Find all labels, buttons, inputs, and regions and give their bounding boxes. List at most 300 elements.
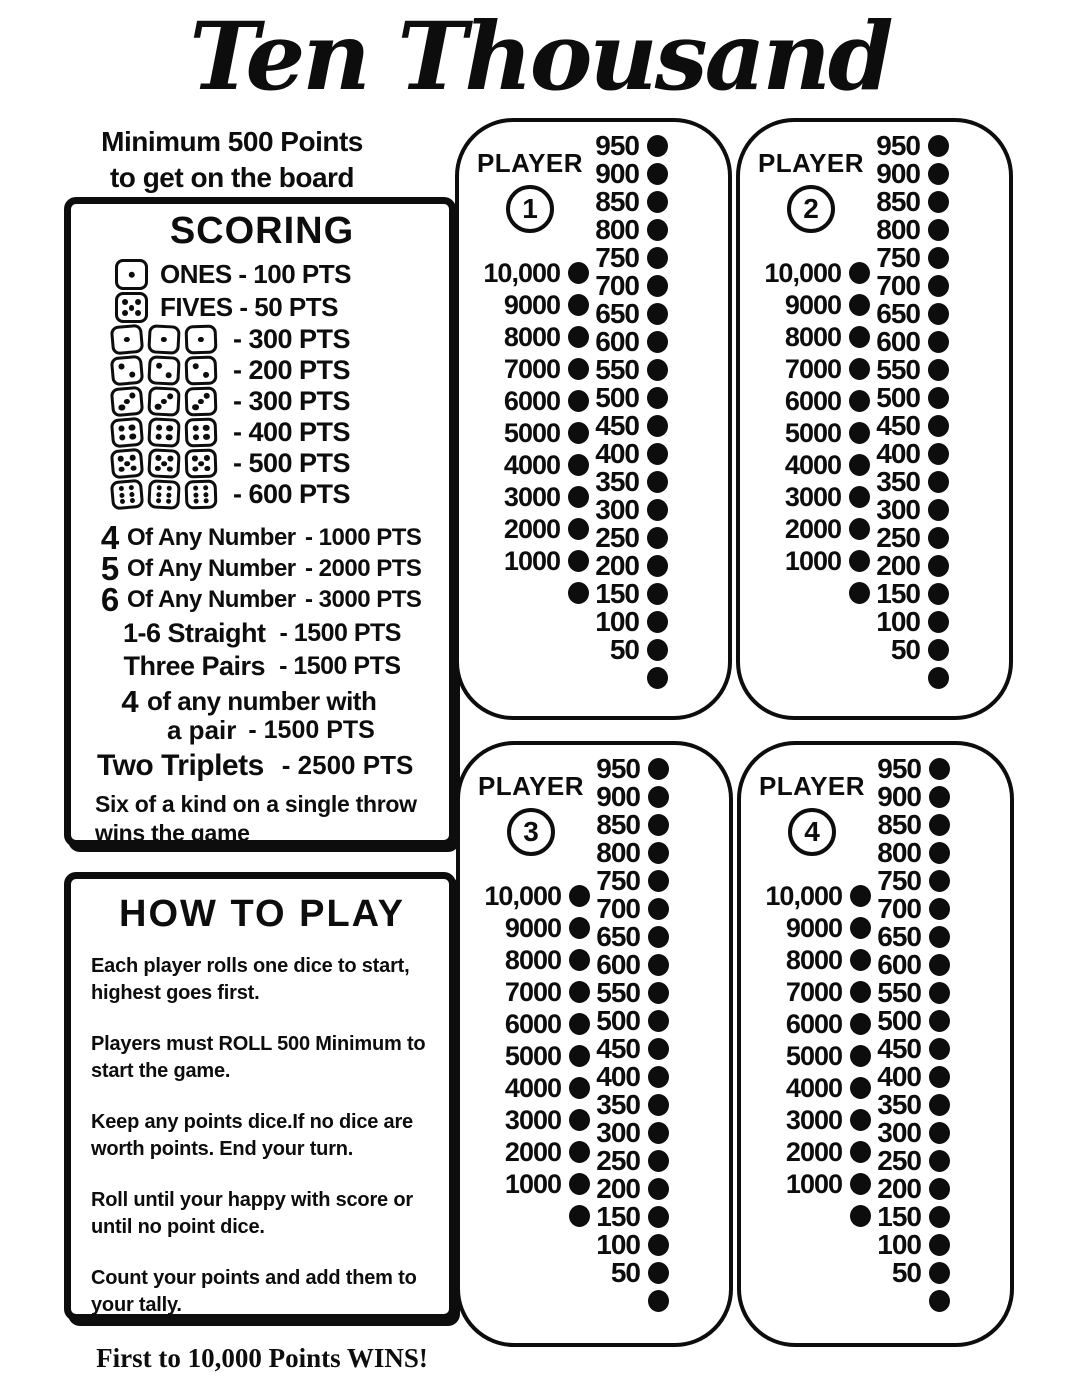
dot-icon: [648, 842, 669, 864]
die-icon: [110, 448, 144, 480]
score-row: [472, 976, 590, 1008]
triple-die-score-row: [111, 324, 435, 355]
dot-icon: [648, 1234, 669, 1256]
score-row: [471, 417, 589, 449]
score-value: 550: [876, 354, 920, 385]
single-die-score-row: [115, 258, 435, 291]
score-row: [589, 160, 714, 188]
dot-icon: [569, 981, 590, 1003]
score-row: [753, 1040, 871, 1072]
score-row: [870, 216, 995, 244]
dice-group: [111, 418, 217, 447]
score-row: [871, 1203, 996, 1231]
score-row: [752, 257, 870, 289]
score-value: 300: [595, 494, 639, 525]
dot-icon: [850, 1141, 871, 1163]
score-row: [753, 1168, 871, 1200]
dot-icon: [648, 898, 669, 920]
score-row: [870, 244, 995, 272]
dot-icon: [647, 303, 668, 325]
dot-icon: [929, 954, 950, 976]
score-value: 5000: [503, 417, 560, 448]
score-value: 5000: [785, 1040, 842, 1071]
rule-paragraph: Keep any points dice.If no dice are worth points. End your turn.: [91, 1111, 413, 1160]
triple-die-score-row: [111, 417, 435, 448]
dot-icon: [929, 982, 950, 1004]
score-row: [871, 1259, 996, 1287]
dot-icon: [648, 1038, 669, 1060]
dot-icon: [647, 415, 668, 437]
score-value: 550: [596, 977, 640, 1008]
dot-icon: [849, 582, 870, 604]
score-value: 750: [877, 865, 921, 896]
single-die-score-label: ONES - 100 PTS: [160, 259, 351, 289]
score-value: 300: [876, 494, 920, 525]
player-header: [471, 148, 589, 233]
score-row: [589, 468, 714, 496]
three-pairs-row: [89, 652, 435, 681]
score-value: 500: [596, 1005, 640, 1036]
dice-group: [111, 387, 217, 416]
score-row: [589, 552, 714, 580]
score-value: 800: [595, 214, 639, 245]
score-row: [471, 513, 589, 545]
minimum-points-line1: Minimum 500 Points: [101, 126, 363, 157]
dot-icon: [569, 1109, 590, 1131]
score-value: 150: [595, 578, 639, 609]
score-value: 900: [877, 781, 921, 812]
score-row: [870, 440, 995, 468]
score-row: [590, 1175, 715, 1203]
dot-icon: [928, 415, 949, 437]
score-value: 900: [596, 781, 640, 812]
triple-die-score-row: [111, 448, 435, 479]
score-value: 8000: [785, 944, 842, 975]
two-triplets-label: Two Triplets: [97, 748, 264, 782]
four-with-pair-count: 4: [121, 683, 139, 719]
die-icon: [110, 479, 144, 511]
score-row: [590, 1203, 715, 1231]
score-row: [871, 839, 996, 867]
four-with-pair-row: [89, 683, 435, 745]
score-row: [870, 300, 995, 328]
player-4-score-panel: [737, 741, 1014, 1347]
score-value: 4000: [785, 1072, 842, 1103]
score-value: 500: [595, 382, 639, 413]
two-triplets-row: [97, 749, 435, 782]
dot-icon: [929, 1178, 950, 1200]
score-row: [870, 328, 995, 356]
of-any-label: Of Any Number: [127, 523, 296, 551]
score-value: 250: [877, 1145, 921, 1176]
dot-icon: [850, 885, 871, 907]
score-row: [589, 188, 714, 216]
dot-icon: [929, 870, 950, 892]
score-value: 100: [596, 1229, 640, 1260]
of-any-points: - 1000 PTS: [305, 523, 422, 551]
dot-icon: [569, 885, 590, 907]
score-row: [471, 257, 589, 289]
dot-icon: [928, 135, 949, 157]
how-to-play-rules: [91, 953, 433, 1343]
score-row: [871, 1091, 996, 1119]
score-value: 400: [876, 438, 920, 469]
score-row: [871, 1035, 996, 1063]
dot-icon: [929, 842, 950, 864]
score-row: [590, 839, 715, 867]
score-row: [590, 1007, 715, 1035]
die-icon: [115, 292, 148, 323]
dot-icon: [648, 1206, 669, 1228]
score-row: [870, 608, 995, 636]
score-value: 850: [596, 809, 640, 840]
dot-icon: [849, 326, 870, 348]
score-value: 150: [877, 1201, 921, 1232]
dot-icon: [849, 390, 870, 412]
of-any-count: 6: [100, 580, 120, 618]
score-row: [871, 867, 996, 895]
dot-icon: [647, 555, 668, 577]
dot-icon: [928, 583, 949, 605]
score-row: [753, 912, 871, 944]
dot-icon: [648, 926, 669, 948]
score-row: [589, 608, 714, 636]
dot-icon: [647, 191, 668, 213]
dot-icon: [648, 814, 669, 836]
single-die-score-label: FIVES - 50 PTS: [160, 292, 338, 322]
score-row: [472, 880, 590, 912]
triple-score-points: - 600 PTS: [233, 479, 351, 509]
dot-icon: [647, 135, 668, 157]
dot-icon: [569, 1077, 590, 1099]
score-row: [752, 481, 870, 513]
six-of-a-kind-note: Six of a kind on a single throw wins the game: [95, 791, 417, 846]
triple-die-score-row: [111, 355, 435, 386]
dot-icon: [929, 1206, 950, 1228]
die-icon: [147, 448, 180, 479]
dot-icon: [648, 954, 669, 976]
dot-icon: [568, 294, 589, 316]
of-any-number-row: [93, 549, 435, 587]
score-value: 3000: [504, 1104, 561, 1135]
player-header: [752, 148, 870, 233]
score-row: [870, 496, 995, 524]
score-value: 700: [876, 270, 920, 301]
player-number-badge: 1: [506, 185, 554, 233]
dot-icon: [569, 1141, 590, 1163]
score-value: 450: [595, 410, 639, 441]
dot-icon: [647, 163, 668, 185]
dot-icon: [849, 550, 870, 572]
of-any-points: - 3000 PTS: [305, 585, 422, 613]
score-row: [753, 880, 871, 912]
dot-icon: [648, 1262, 669, 1284]
dot-icon: [568, 390, 589, 412]
dot-icon: [928, 611, 949, 633]
score-row: [589, 384, 714, 412]
triple-score-points: - 500 PTS: [233, 448, 351, 478]
thousands-track: [753, 880, 871, 1200]
score-value: 9000: [503, 289, 560, 320]
score-value: 2000: [785, 1136, 842, 1167]
score-row: [753, 1104, 871, 1136]
score-row: [471, 289, 589, 321]
score-value: 250: [876, 522, 920, 553]
thousands-column: [753, 757, 871, 1329]
four-with-pair-line2: [167, 716, 435, 745]
hundreds-column: [871, 755, 996, 1329]
score-value: 2000: [503, 513, 560, 544]
score-value: 6000: [785, 1008, 842, 1039]
dot-icon: [929, 898, 950, 920]
score-row: [589, 216, 714, 244]
score-value: 700: [877, 893, 921, 924]
scoring-heading: SCORING: [169, 210, 355, 252]
score-value: 4000: [784, 449, 841, 480]
extra-dot-row: [589, 664, 714, 692]
score-value: 8000: [504, 944, 561, 975]
score-value: 8000: [784, 321, 841, 352]
score-value: 950: [596, 753, 640, 784]
score-row: [590, 811, 715, 839]
die-icon: [185, 448, 218, 478]
rule-paragraph: Roll until your happy with score or until no point dice.: [91, 1189, 413, 1238]
of-any-number-row: [93, 518, 435, 556]
score-row: [752, 321, 870, 353]
score-value: 300: [596, 1117, 640, 1148]
thousands-track: [752, 257, 870, 577]
score-value: 550: [877, 977, 921, 1008]
score-value: 4000: [504, 1072, 561, 1103]
dot-icon: [569, 1205, 590, 1227]
single-die-score-row: [115, 291, 435, 324]
hundreds-track: [589, 132, 714, 664]
score-row: [753, 944, 871, 976]
score-value: 150: [596, 1201, 640, 1232]
minimum-points-note: [72, 124, 392, 196]
minimum-points-line2: to get on the board: [109, 162, 355, 193]
score-value: 3000: [503, 481, 560, 512]
dot-icon: [928, 247, 949, 269]
straight-row: [89, 619, 435, 648]
dot-icon: [568, 326, 589, 348]
score-row: [590, 1119, 715, 1147]
die-icon: [147, 355, 180, 386]
four-with-pair-points: - 1500 PTS: [248, 716, 375, 744]
dot-icon: [850, 949, 871, 971]
score-value: 9000: [784, 289, 841, 320]
dot-icon: [569, 917, 590, 939]
score-value: 8000: [503, 321, 560, 352]
dot-icon: [568, 518, 589, 540]
score-value: 200: [595, 550, 639, 581]
score-row: [471, 385, 589, 417]
dot-icon: [647, 247, 668, 269]
score-row: [472, 944, 590, 976]
score-value: 6000: [504, 1008, 561, 1039]
three-pairs-points: - 1500 PTS: [279, 652, 401, 680]
score-value: 50: [891, 1257, 921, 1288]
dot-icon: [929, 814, 950, 836]
score-row: [590, 1147, 715, 1175]
score-row: [471, 449, 589, 481]
dot-icon: [928, 387, 949, 409]
score-value: 50: [610, 1257, 640, 1288]
score-value: 7000: [784, 353, 841, 384]
win-condition-note: First to 10,000 Points WINS!: [96, 1343, 428, 1373]
score-value: 7000: [503, 353, 560, 384]
score-value: 400: [595, 438, 639, 469]
score-row: [590, 867, 715, 895]
score-value: 6000: [503, 385, 560, 416]
triple-die-score-row: [111, 479, 435, 510]
dot-icon: [849, 358, 870, 380]
score-value: 3000: [785, 1104, 842, 1135]
score-value: 650: [876, 298, 920, 329]
score-value: 200: [877, 1173, 921, 1204]
dot-icon: [648, 870, 669, 892]
dot-icon: [928, 163, 949, 185]
score-value: 650: [596, 921, 640, 952]
hundreds-column: [870, 132, 995, 702]
of-any-label: Of Any Number: [127, 585, 296, 613]
score-row: [472, 912, 590, 944]
score-value: 750: [596, 865, 640, 896]
die-icon: [185, 417, 218, 447]
thousands-column: [472, 757, 590, 1329]
dot-icon: [647, 219, 668, 241]
score-row: [589, 496, 714, 524]
dot-icon: [850, 1173, 871, 1195]
score-row: [471, 321, 589, 353]
die-icon: [110, 355, 144, 387]
dot-icon: [569, 949, 590, 971]
of-any-number-row: [93, 580, 435, 618]
dot-icon: [568, 486, 589, 508]
score-value: 850: [595, 186, 639, 217]
score-value: 650: [595, 298, 639, 329]
die-icon: [147, 324, 180, 355]
score-row: [871, 979, 996, 1007]
dice-group: [111, 449, 217, 478]
die-icon: [115, 259, 148, 290]
score-row: [871, 1063, 996, 1091]
score-value: 400: [596, 1061, 640, 1092]
of-any-label: Of Any Number: [127, 554, 296, 582]
dot-icon: [928, 471, 949, 493]
rule-paragraph: Each player rolls one dice to start, highest goes first.: [91, 955, 410, 1004]
dot-icon: [568, 550, 589, 572]
score-value: 200: [596, 1173, 640, 1204]
score-row: [870, 580, 995, 608]
dot-icon: [850, 1077, 871, 1099]
score-value: 900: [876, 158, 920, 189]
score-row: [752, 417, 870, 449]
dot-icon: [929, 1290, 950, 1312]
score-value: 250: [596, 1145, 640, 1176]
score-value: 300: [877, 1117, 921, 1148]
four-with-pair-line1: [113, 683, 435, 719]
score-row: [752, 449, 870, 481]
dot-icon: [928, 639, 949, 661]
how-to-play-heading: HOW TO PLAY: [119, 893, 405, 935]
score-value: 950: [595, 130, 639, 161]
score-row: [589, 636, 714, 664]
dot-icon: [850, 1045, 871, 1067]
four-with-pair-label: of any number with: [147, 686, 377, 716]
dot-icon: [928, 499, 949, 521]
die-icon: [110, 417, 144, 449]
score-row: [752, 385, 870, 417]
dot-icon: [929, 926, 950, 948]
dot-icon: [647, 527, 668, 549]
score-value: 600: [595, 326, 639, 357]
score-value: 350: [595, 466, 639, 497]
score-row: [870, 468, 995, 496]
score-row: [752, 545, 870, 577]
triple-score-points: - 200 PTS: [233, 355, 351, 385]
extra-dot-row: [870, 664, 995, 692]
triple-score-points: - 300 PTS: [233, 386, 351, 416]
dot-icon: [569, 1013, 590, 1035]
score-row: [472, 1072, 590, 1104]
hundreds-track: [590, 755, 715, 1287]
score-row: [870, 384, 995, 412]
score-row: [871, 1119, 996, 1147]
dot-icon: [850, 917, 871, 939]
score-row: [590, 783, 715, 811]
score-value: 550: [595, 354, 639, 385]
score-row: [870, 188, 995, 216]
score-row: [753, 976, 871, 1008]
player-3-score-panel: [456, 741, 733, 1347]
dot-icon: [849, 454, 870, 476]
die-icon: [185, 324, 218, 354]
score-value: 350: [596, 1089, 640, 1120]
dot-icon: [849, 486, 870, 508]
dot-icon: [928, 191, 949, 213]
hundreds-column: [590, 755, 715, 1329]
extra-dot-row: [472, 1200, 590, 1232]
score-value: 200: [876, 550, 920, 581]
score-value: 700: [596, 893, 640, 924]
score-row: [471, 545, 589, 577]
dot-icon: [850, 981, 871, 1003]
score-row: [472, 1008, 590, 1040]
die-icon: [110, 386, 144, 418]
extra-dot-row: [752, 577, 870, 609]
score-row: [590, 951, 715, 979]
score-row: [871, 783, 996, 811]
straight-label: 1-6 Straight: [123, 618, 266, 648]
score-value: 450: [596, 1033, 640, 1064]
score-row: [589, 440, 714, 468]
dot-icon: [647, 331, 668, 353]
player-number-badge: 2: [787, 185, 835, 233]
thousands-track: [472, 880, 590, 1200]
four-with-pair-label2: a pair: [167, 715, 237, 745]
die-icon: [185, 479, 218, 509]
score-row: [589, 356, 714, 384]
score-row: [472, 1168, 590, 1200]
extra-dot-row: [471, 577, 589, 609]
dot-icon: [568, 582, 589, 604]
dot-icon: [647, 471, 668, 493]
score-value: 5000: [504, 1040, 561, 1071]
rule-paragraph: Count your points and add them to your tally.: [91, 1267, 417, 1316]
score-row: [871, 811, 996, 839]
die-icon: [147, 417, 180, 448]
